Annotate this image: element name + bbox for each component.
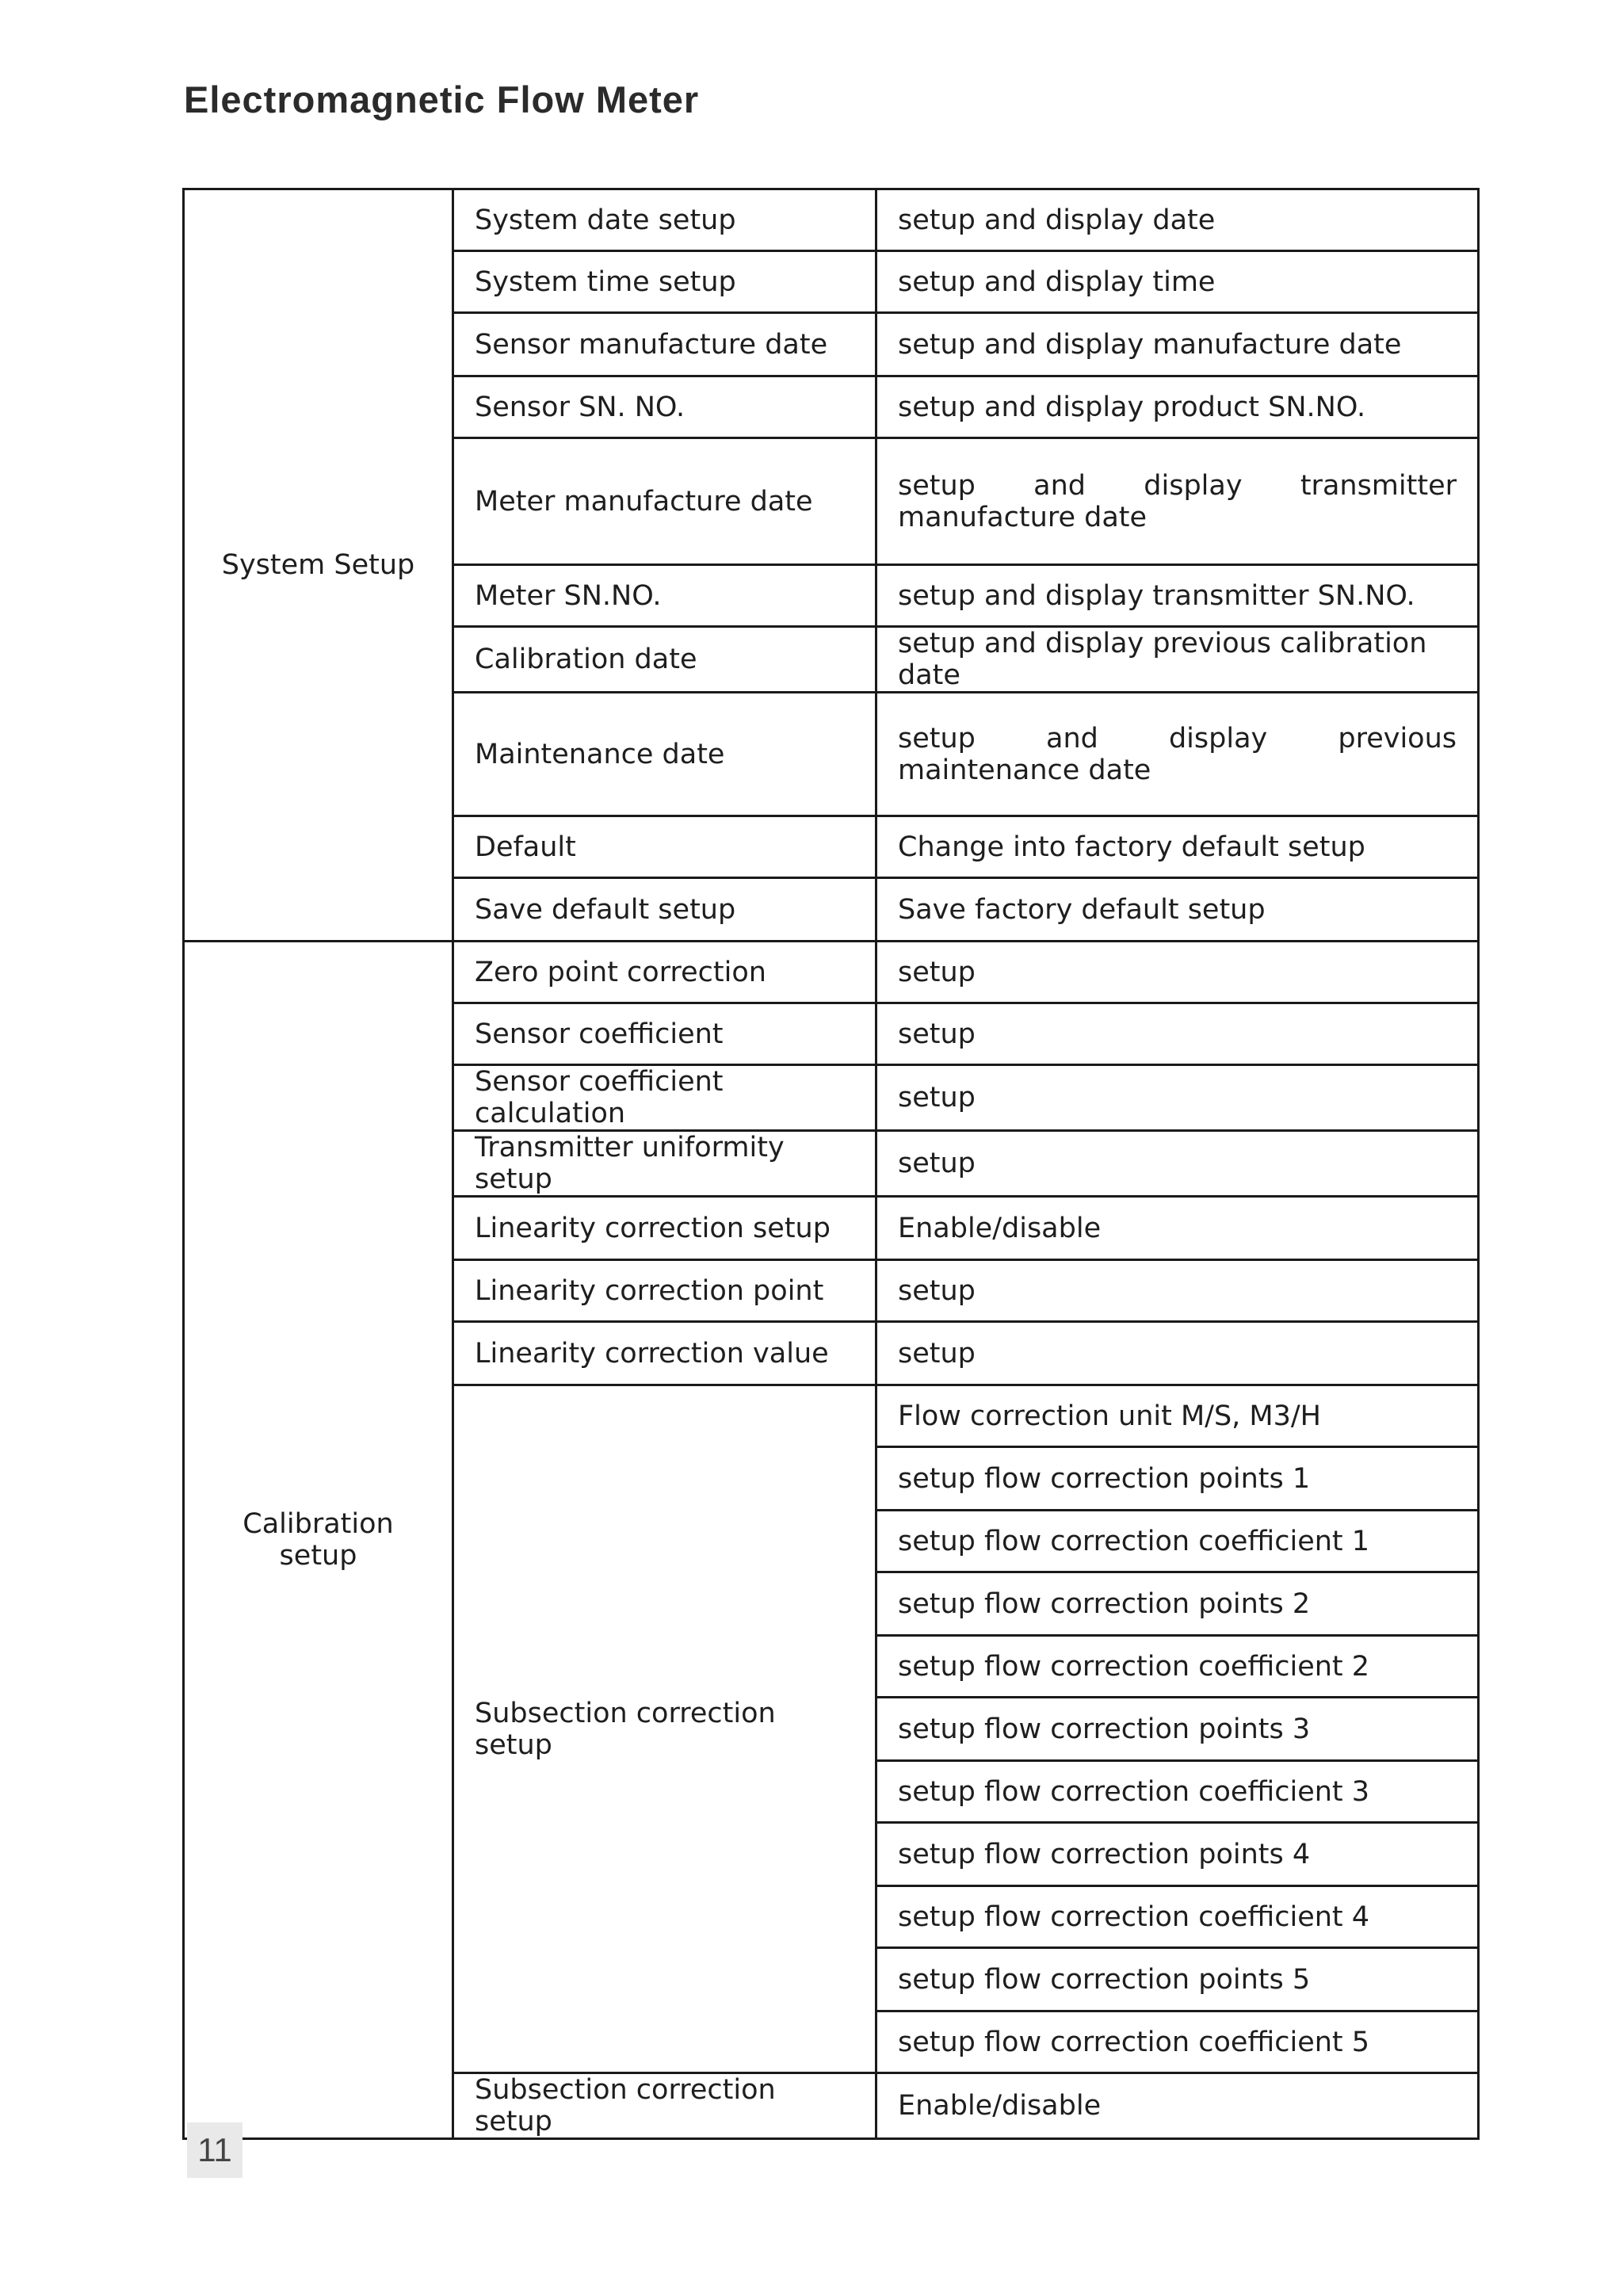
settings-table [182, 188, 1480, 2140]
setting-name: System date setup [453, 189, 876, 251]
setting-name: Linearity correction value [453, 1322, 876, 1385]
setting-name: Sensor manufacture date [453, 313, 876, 376]
setting-description: setup and display transmitter manufacture date [876, 438, 1479, 565]
setting-description: Enable/disable [876, 2073, 1479, 2139]
setting-name: Linearity correction point [453, 1260, 876, 1322]
setting-description: Flow correction unit M/S, M3/H [876, 1385, 1479, 1447]
setting-name: Sensor SN. NO. [453, 376, 876, 438]
setting-description: setup [876, 942, 1479, 1003]
setting-description: setup and display date [876, 189, 1479, 251]
setting-description: setup and display transmitter SN.NO. [876, 565, 1479, 627]
setting-description: setup [876, 1322, 1479, 1385]
setting-description: setup [876, 1003, 1479, 1065]
setting-description: Change into factory default setup [876, 816, 1479, 878]
setting-description: setup and display product SN.NO. [876, 376, 1479, 438]
setting-description: setup flow correction points 5 [876, 1948, 1479, 2011]
setting-name: Save default setup [453, 878, 876, 942]
setting-description: setup [876, 1065, 1479, 1131]
setting-name: System time setup [453, 251, 876, 313]
setting-description: Save factory default setup [876, 878, 1479, 942]
setting-description: setup and display previous maintenance date [876, 693, 1479, 816]
setting-description: setup flow correction points 2 [876, 1572, 1479, 1636]
setting-description: setup and display manufacture date [876, 313, 1479, 376]
setting-description: setup and display previous calibration date [876, 627, 1479, 693]
setting-description: setup flow correction coefficient 4 [876, 1886, 1479, 1948]
setting-description: setup flow correction coefficient 2 [876, 1636, 1479, 1698]
setting-name: Linearity correction setup [453, 1197, 876, 1260]
setting-name: Default [453, 816, 876, 878]
setting-description: setup flow correction coefficient 1 [876, 1511, 1479, 1572]
page-number: 11 [187, 2122, 242, 2178]
setting-name: Transmitter uniformity setup [453, 1131, 876, 1197]
page-title: Electromagnetic Flow Meter [184, 78, 700, 120]
setting-name: Zero point correction [453, 942, 876, 1003]
setting-name: Calibration date [453, 627, 876, 693]
setting-description: setup flow correction coefficient 3 [876, 1761, 1479, 1823]
setting-name: Maintenance date [453, 693, 876, 816]
setting-description: setup [876, 1131, 1479, 1197]
table-row [184, 189, 1479, 251]
setting-description: setup and display time [876, 251, 1479, 313]
setting-name: Meter manufacture date [453, 438, 876, 565]
setting-description: setup flow correction coefficient 5 [876, 2011, 1479, 2073]
setting-description: setup [876, 1260, 1479, 1322]
setting-name-subsection: Subsection correction setup [453, 1385, 876, 2073]
setting-description: setup flow correction points 3 [876, 1698, 1479, 1761]
setting-name: Sensor coefficient [453, 1003, 876, 1065]
setting-description: setup flow correction points 1 [876, 1447, 1479, 1511]
setting-description: setup flow correction points 4 [876, 1823, 1479, 1886]
setting-name: Meter SN.NO. [453, 565, 876, 627]
setting-name: Subsection correction setup [453, 2073, 876, 2139]
table-row [184, 942, 1479, 1003]
setting-description: Enable/disable [876, 1197, 1479, 1260]
group-label-system-setup: System Setup [184, 189, 453, 942]
group-label-calibration-setup: Calibration setup [184, 942, 453, 2139]
setting-name: Sensor coefficient calculation [453, 1065, 876, 1131]
